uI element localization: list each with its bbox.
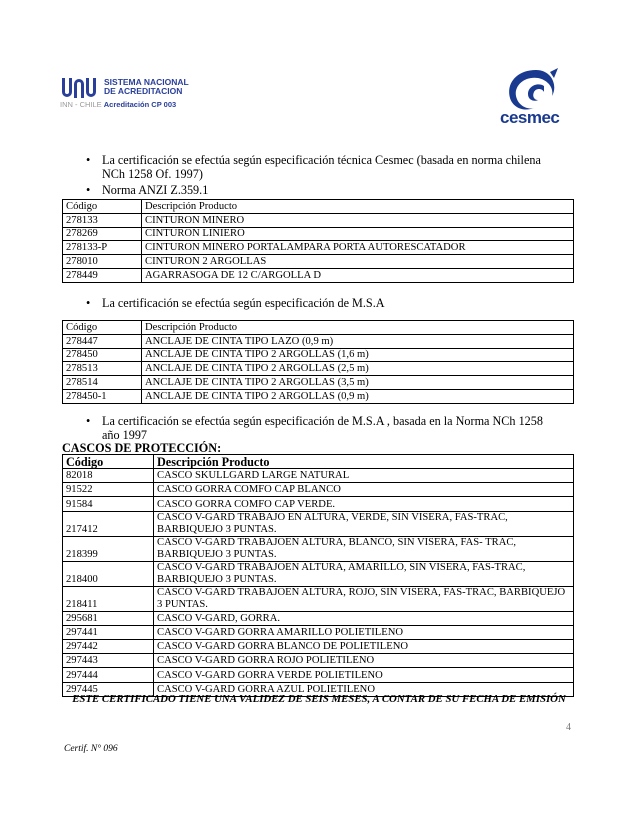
inn-accreditation-logo [60,76,190,108]
cell-description: CINTURON MINERO PORTALAMPARA PORTA AUTORESCATADOR [142,241,574,255]
table-row [63,227,574,241]
bullet-icon: • [86,183,91,197]
cell-code: 278447 [63,334,142,348]
cell-code: 297442 [63,639,154,653]
cell-description: CINTURON LINIERO [142,227,574,241]
cell-code: 91522 [63,483,154,497]
cell-code: 278010 [63,255,142,269]
product-table-cesmec [62,199,574,283]
table-row [63,348,574,362]
product-table-msa [62,320,574,404]
inn-sub-right: Acreditación CP 003 [103,100,177,109]
table-row [63,654,574,668]
cell-description: CASCO V-GARD TRABAJOEN ALTURA, BLANCO, SIN VISERA, FAS- TRAC, BARBIQUEJO 3 PUNTAS. [154,536,574,561]
cell-description: CASCO V-GARD GORRA ROJO POLIETILENO [154,654,574,668]
cell-description: CINTURON MINERO [142,213,574,227]
certificate-number: Certif. N° 096 [64,744,118,754]
page-number: 4 [566,722,571,733]
cell-code: 217412 [63,511,154,536]
cell-description: CASCO V-GARD, GORRA. [154,611,574,625]
cell-description: ANCLAJE DE CINTA TIPO 2 ARGOLLAS (2,5 m) [142,362,574,376]
bullet-text: La certificación se efectúa según especificación de M.S.A , basada en la Norma NCh 1258 año 1997 [102,414,543,442]
cell-code: 278449 [63,268,142,282]
cesmec-wordmark: cesmec [500,108,560,127]
inn-mark-icon [60,76,100,100]
cell-description: CINTURON 2 ARGOLLAS [142,255,574,269]
section-title: CASCOS DE PROTECCIÓN: [62,441,222,455]
table-row [63,625,574,639]
cell-description: CASCO V-GARD TRABAJOEN ALTURA, ROJO, SIN VISERA, FAS-TRAC, BARBIQUEJO 3 PUNTAS. [154,586,574,611]
table-row [63,268,574,282]
cell-code: 278513 [63,362,142,376]
cell-code: 297441 [63,625,154,639]
inn-line1: SISTEMA NACIONAL [104,77,189,87]
table-row [63,497,574,511]
bullet-icon: • [86,296,91,310]
cell-description: ANCLAJE DE CINTA TIPO 2 ARGOLLAS (3,5 m) [142,376,574,390]
cell-code: 218411 [63,586,154,611]
cell-description: CASCO V-GARD TRABAJO EN ALTURA, VERDE, SIN VISERA, FAS-TRAC, BARBIQUEJO 3 PUNTAS. [154,511,574,536]
cell-code: 278133-P [63,241,142,255]
table-row [63,362,574,376]
bullet-text: La certificación se efectúa según especificación técnica Cesmec (basada en norma chilena NCh 1258 Of. 1997) [102,153,541,181]
table-row [63,469,574,483]
cell-code: 295681 [63,611,154,625]
cell-description: CASCO V-GARD GORRA BLANCO DE POLIETILENO [154,639,574,653]
cell-description: CASCO GORRA COMFO CAP VERDE. [154,497,574,511]
table-row [63,639,574,653]
table-row [63,668,574,682]
bullet-text: La certificación se efectúa según especificación de M.S.A [102,296,385,310]
validity-note: ESTE CERTIFICADO TIENE UNA VALIDEZ DE SEIS MESES, A CONTAR DE SU FECHA DE EMISIÓN [72,693,566,705]
cell-description: ANCLAJE DE CINTA TIPO LAZO (0,9 m) [142,334,574,348]
cell-description: CASCO V-GARD GORRA AMARILLO POLIETILENO [154,625,574,639]
header-description: Descripción Producto [142,200,574,214]
bullet-icon: • [86,414,91,428]
cell-description: CASCO GORRA COMFO CAP BLANCO [154,483,574,497]
header-description: Descripción Producto [142,321,574,335]
cell-description: ANCLAJE DE CINTA TIPO 2 ARGOLLAS (1,6 m) [142,348,574,362]
cell-description: CASCO V-GARD GORRA AZUL POLIETILENO [154,682,574,696]
cell-code: 278450-1 [63,389,142,403]
bullet-icon: • [86,153,91,167]
table-row [63,483,574,497]
table-row [63,561,574,586]
header-code: Código [63,321,142,335]
cell-code: 297444 [63,668,154,682]
table-row [63,536,574,561]
cell-description: AGARRASOGA DE 12 C/ARGOLLA D [142,268,574,282]
table-row [63,611,574,625]
table-row [63,586,574,611]
table-header-row [63,321,574,335]
cell-code: 278450 [63,348,142,362]
cell-code: 278133 [63,213,142,227]
cell-description: CASCO SKULLGARD LARGE NATURAL [154,469,574,483]
table-header-row [63,200,574,214]
bullet-text: Norma ANZI Z.359.1 [102,183,209,197]
cell-code: 218400 [63,561,154,586]
cell-description: ANCLAJE DE CINTA TIPO 2 ARGOLLAS (0,9 m) [142,389,574,403]
table-row [63,213,574,227]
inn-line2: DE ACREDITACION [104,86,183,96]
table-row [63,511,574,536]
header-description: Descripción Producto [154,455,574,469]
table-row [63,255,574,269]
cell-code: 218399 [63,536,154,561]
cell-code: 82018 [63,469,154,483]
cell-code: 278514 [63,376,142,390]
header-code: Código [63,455,154,469]
cell-code: 91584 [63,497,154,511]
cell-description: CASCO V-GARD GORRA VERDE POLIETILENO [154,668,574,682]
inn-sub-left: INN - CHILE [60,100,102,109]
table-row [63,376,574,390]
table-row [63,241,574,255]
cell-code: 297443 [63,654,154,668]
table-row [63,389,574,403]
cell-description: CASCO V-GARD TRABAJOEN ALTURA, AMARILLO, SIN VISERA, FAS-TRAC, BARBIQUEJO 3 PUNTAS. [154,561,574,586]
table-header-row [63,455,574,469]
cell-code: 297445 [63,682,154,696]
header-code: Código [63,200,142,214]
table-row [63,334,574,348]
cell-code: 278269 [63,227,142,241]
product-table-cascos [62,454,574,697]
